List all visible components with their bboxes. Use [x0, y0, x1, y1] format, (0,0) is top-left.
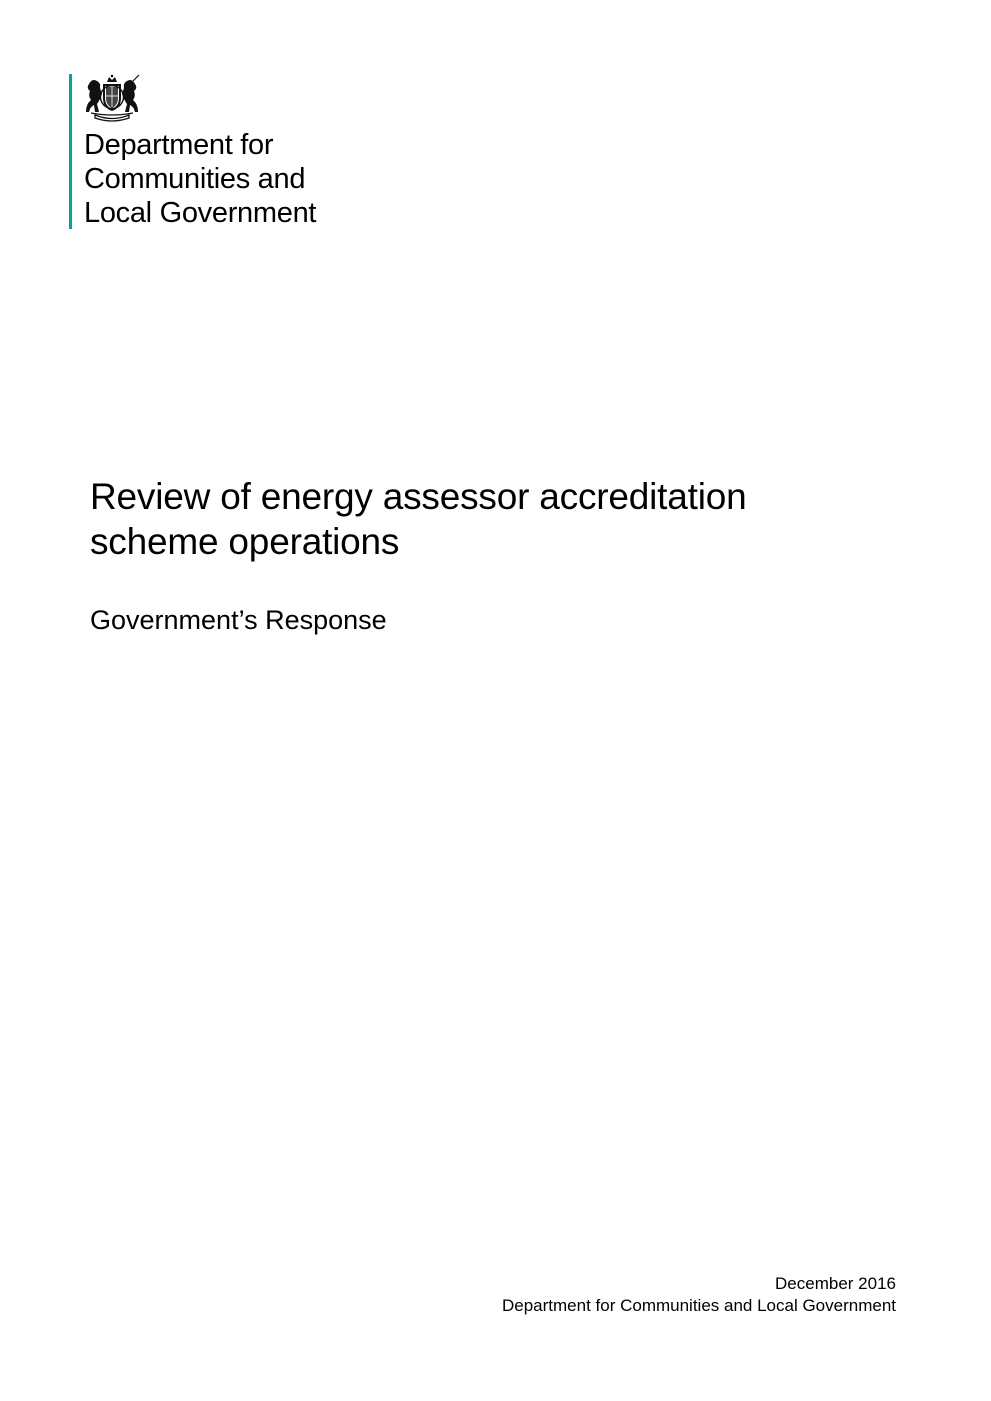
- publisher-name: Department for Communities and Local Government: [501, 1296, 896, 1315]
- document-title-line: scheme operations: [90, 521, 400, 562]
- department-name-line: Local Government: [84, 197, 317, 229]
- logo-accent-bar: [69, 74, 72, 229]
- department-name: [84, 128, 316, 230]
- document-title: [90, 474, 870, 564]
- document-subtitle: Government’s Response: [90, 605, 387, 635]
- department-logo: [69, 74, 369, 229]
- royal-coat-of-arms-icon: [83, 74, 141, 122]
- publication-date: December 2016: [775, 1274, 896, 1293]
- department-name-line: Communities and: [84, 163, 306, 195]
- document-title-line: Review of energy assessor accreditation: [90, 476, 747, 517]
- document-footer: [502, 1273, 896, 1317]
- department-name-line: Department for: [84, 129, 274, 161]
